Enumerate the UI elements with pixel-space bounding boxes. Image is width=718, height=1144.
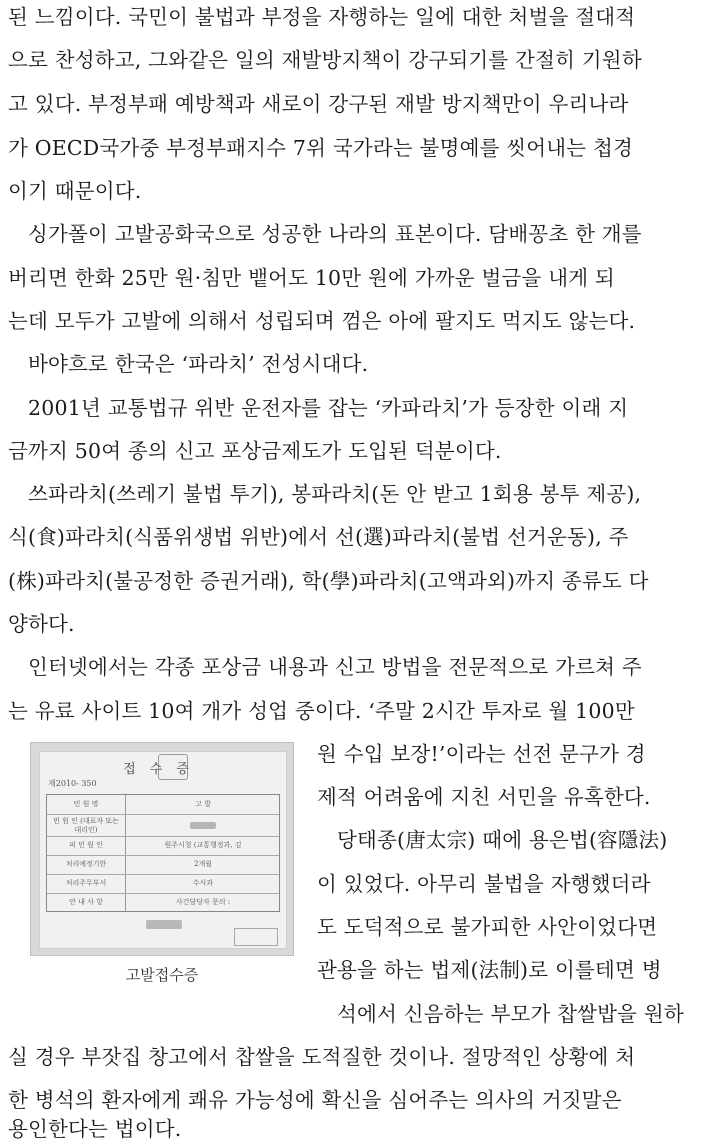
table-rule — [47, 855, 279, 856]
table-rule — [47, 836, 279, 837]
receipt-table — [46, 794, 280, 912]
table-value: 사건담당자 문의 : — [175, 898, 231, 906]
text-line: 된 느낌이다. 국민이 불법과 부정을 자행하는 일에 대한 처벌을 절대적 — [8, 5, 636, 29]
text-line: 이기 때문이다. — [8, 179, 142, 203]
text-line: 으로 찬성하고, 그와같은 일의 재발방지책이 강구되기를 간절히 기원하 — [8, 48, 642, 72]
table-value: 2개월 — [194, 860, 212, 868]
text-line: 는 유료 사이트 10여 개가 성업 중이다. ‘주말 2시간 투자로 월 100만 — [8, 699, 635, 723]
table-value: 수사과 — [192, 879, 214, 887]
table-label: 민 원 인 (대표자 또는 대리인) — [53, 817, 119, 834]
text-line: 쓰파라치(쓰레기 불법 투기), 봉파라치(돈 안 받고 1회용 봉투 제공), — [28, 482, 642, 506]
text-line: 버리면 한화 25만 원·침만 뱉어도 10만 원에 가까운 벌금을 내게 되 — [8, 266, 615, 290]
text-line: 실 경우 부잣집 창고에서 찹쌀을 도적질한 것이나. 절망적인 상황에 처 — [8, 1045, 636, 1069]
table-label: 민 원 명 — [73, 800, 99, 808]
table-label: 피 민 원 인 — [69, 841, 103, 849]
table-value: 고 발 — [195, 800, 211, 808]
text-line: 바야흐로 한국은 ‘파라치’ 전성시대다. — [28, 352, 369, 376]
table-label: 처리예정기한 — [65, 860, 107, 868]
text-line: 이 있었다. 아무리 불법을 자행했더라 — [317, 872, 651, 896]
redacted-value — [129, 821, 277, 830]
table-rule — [47, 893, 279, 894]
text-line: 석에서 신음하는 부모가 찹쌀밥을 원하 — [337, 1002, 684, 1026]
receipt-photo — [30, 742, 294, 956]
text-line: 2001년 교통법규 위반 운전자를 잡는 ‘카파라치’가 등장한 이래 지 — [28, 396, 629, 420]
figure-caption: 고발접수증 — [125, 966, 199, 984]
text-line: 제적 어려움에 지친 서민을 유혹한다. — [317, 785, 651, 809]
text-line: 원 수입 보장!’이라는 선전 문구가 경 — [317, 742, 646, 766]
text-line: (株)파라치(불공정한 증권거래), 학(學)파라치(고액과외)까지 종류도 다 — [8, 569, 649, 593]
table-label: 안 내 사 항 — [69, 898, 103, 906]
text-line: 인터넷에서는 각종 포상금 내용과 신고 방법을 전문적으로 가르쳐 주 — [28, 655, 642, 679]
text-line: 고 있다. 부정부패 예방책과 새로이 강구된 재발 방지책만이 우리나라 — [8, 92, 629, 116]
text-line: 는데 모두가 고발에 의해서 성립되며 껌은 아에 팔지도 먹지도 않는다. — [8, 309, 636, 333]
text-line: 싱가폴이 고발공화국으로 성공한 나라의 표본이다. 담배꽁초 한 개를 — [28, 222, 642, 246]
receipt-paper — [39, 751, 287, 949]
receipt-number: 제2010- 350 — [48, 779, 97, 788]
receipt-title: 접수증 — [123, 762, 203, 777]
seal-mark — [234, 928, 278, 946]
text-line: 용인한다는 법이다. — [8, 1117, 182, 1141]
text-line: 식(食)파라치(식품위생법 위반)에서 선(選)파라치(불법 선거운동), 주 — [8, 525, 629, 549]
text-line: 한 병석의 환자에게 쾌유 가능성에 확신을 심어주는 의사의 거짓말은 — [8, 1088, 622, 1112]
text-line: 양하다. — [8, 612, 75, 636]
table-rule — [47, 814, 279, 815]
table-value: 원주시청 (교통행정과, 김 — [164, 841, 242, 849]
text-line: 관용을 하는 법제(法制)로 이를테면 병 — [317, 958, 662, 982]
table-label: 처리주무부서 — [65, 879, 107, 887]
text-line: 도 도덕적으로 불가피한 사안이었다면 — [317, 915, 658, 939]
table-rule — [47, 874, 279, 875]
text-line: 금까지 50여 종의 신고 포상금제도가 도입된 덕분이다. — [8, 439, 502, 463]
text-line: 당태종(唐太宗) 때에 용은법(容隱法) — [337, 828, 668, 852]
redacted-name — [146, 920, 182, 929]
text-line: 가 OECD국가중 부정부패지수 7위 국가라는 불명예를 씻어내는 첩경 — [8, 136, 634, 160]
